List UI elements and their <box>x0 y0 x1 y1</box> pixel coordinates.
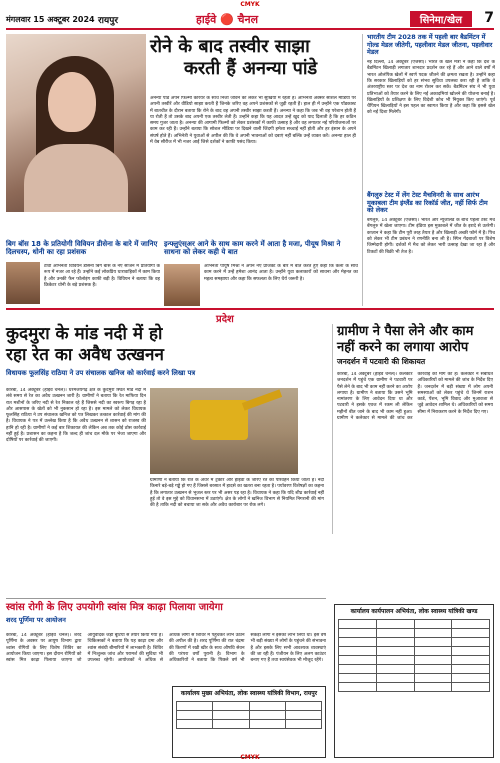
page-number: 7 <box>484 10 494 26</box>
lead-photo-actress <box>6 34 146 212</box>
lead-headline <box>150 36 356 84</box>
kudmura-headline-line2: रहा रेत का अवैध उत्खनन <box>6 345 164 365</box>
lead-story-body: अनन्या पांडे अपने फिल्मी करियर के साथ निजी जीवन को लेकर भी सुर्खियों में रहती हैं। अभिनेत्री अक्सर सोशल मीडिया पर अपनी तस्वीरें और वीडियो साझा करती हैं जिनके जरिए वह अपने प्रशंसकों से जुड़ी रहती हैं। हाल ही में उन्होंने एक पॉडकास्ट में बातचीत के दौरान बताया कि रोने के बाद वह अपनी तस्वीर साझा करती हैं। अनन्या ने कहा कि जब भी वह परेशान होती हैं या रोती हैं तो उसके बाद अपनी एक तस्वीर लेती हैं। उन्होंने कहा कि यह आदत उन्हें खुद को याद दिलाती है कि हर कठिन समय गुजर जाता है। अनन्या की आगामी फिल्मों को लेकर प्रशंसकों में काफी उत्साह है और वह लगातार नई परियोजनाओं पर काम कर रही हैं। उन्होंने बताया कि सोशल मीडिया पर दिखने वाली जिंदगी हमेशा सच्चाई नहीं होती और हर इंसान के अपने संघर्ष होते हैं। अभिनेत्री ने युवाओं से अपील की कि वे अपनी भावनाओं को दबाएं नहीं बल्कि उन्हें व्यक्त करें। अनन्या हाल ही में वेब सीरीज में भी नजर आईं जिसे दर्शकों ने काफी पसंद किया। <box>150 96 356 146</box>
excavator-photo <box>150 388 298 474</box>
swans-body: कोरबा, 14 अक्टूबर (हाईवे चैनल)। शरद पूर्णिमा के अवसर पर आयुष विभाग द्वारा श्वांस रोगियों के लिए विशेष शिविर का आयोजन किया जाएगा। इस दौरान रोगियों को स्वांस मित्र काढ़ा पिलाया जाएगा जो आयुर्वेदिक जड़ी बूटियों से तैयार किया गया है। चिकित्सकों ने बताया कि यह काढ़ा दमा और श्वांस संबंधी बीमारियों में लाभकारी है। शिविर में निःशुल्क जांच और परामर्श की सुविधा भी उपलब्ध रहेगी। आयोजकों ने अधिक से अधिक लोगों से शिविर में पहुंचकर लाभ उठाने की अपील की है। शरद पूर्णिमा की रात चंद्रमा की किरणों में रखी खीर के साथ औषधि सेवन की परंपरा वर्षों पुरानी है। विभाग के अधिकारियों ने बताया कि पिछले वर्ष भी सैकड़ों लोगों ने इसका लाभ लिया था। इस वर्ष भी बड़ी संख्या में लोगों के पहुंचने की संभावना है और इसके लिए सभी आवश्यक व्यवस्थाएं की जा रही हैं। पंजीयन के लिए अलग काउंटर बनाए गए हैं तथा स्वयंसेवक भी मौजूद रहेंगे। <box>6 633 326 664</box>
gramin-headline-line2: नहीं करने का लगाया आरोप <box>337 340 469 355</box>
notice2-title: कार्यालय कार्यपालन अभियंता, लोक स्वास्थ्य यांत्रिकी खण्ड <box>350 608 478 615</box>
gramin-body: कोरबा, 14 अक्टूबर (हाईवे चैनल)। कलेक्टर जनदर्शन में पहुंचे एक ग्रामीण ने पटवारी पर पैसे लेने के बाद भी काम नहीं करने का आरोप लगाया है। ग्रामीण ने बताया कि उसने भूमि नामांतरण के लिए आवेदन दिया था और पटवारी ने इसके एवज में रकम ली लेकिन महीनों बीत जाने के बाद भी काम नहीं हुआ। ग्रामीण ने कलेक्टर से मामले की जांच कर कार्रवाई की मांग की है। कलेक्टर ने संबंधित अधिकारियों को मामले की जांच के निर्देश दिए हैं। जनदर्शन में बड़ी संख्या में लोग अपनी समस्याओं को लेकर पहुंचे थे जिनमें राशन कार्ड, पेंशन, भूमि विवाद और मुआवजा से जुड़े आवेदन शामिल थे। अधिकारियों को समय सीमा में निराकरण करने के निर्देश दिए गए। <box>337 372 493 422</box>
print-marker-bottom: CMYK <box>240 754 260 761</box>
gramin-headline-line1: ग्रामीण ने पैसा लेने और काम <box>337 324 474 339</box>
bigboss-photo <box>6 262 40 304</box>
gramin-story <box>332 324 494 534</box>
right-story2-title: बैंगलुरु टेस्ट में लेंग टेस्ट मैचविनरी के साथ आरंभ मुकाबला टीम इंग्लैंड का रिकॉर्ड जीत, नहीं सिर्फ टीम को लेकर <box>367 191 488 215</box>
swans-subhead: शरद पूर्णिमा पर आयोजन <box>6 616 66 624</box>
kudmura-subhead: विधायक फूलसिंह राठिया ने उप संचालक खनिज को कार्रवाई करने लिखा पत्र <box>6 369 196 377</box>
print-marker-top: CMYK <box>240 1 260 8</box>
gramin-subhead: जनदर्शन में पटवारी की शिकायत <box>337 357 426 366</box>
swans-headline: स्वांस रोगी के लिए उपयोगी स्वांस मित्र काढ़ा पिलाया जायेगा <box>6 602 223 613</box>
brand-logo: हाईवे 🔴 चैनल <box>196 13 259 26</box>
bigboss-title: बिग बॉस 18 के प्रतियोगी विवियन डीसेना के बारे में जानिए दिलचस्प, धोनी का रहा प्रशंसक <box>6 240 158 257</box>
piyush-title: इन्फ्लुएंस्अर आने के साथ काम करने में आता है मजा, पीयूष मिश्रा ने साधना को लेकर कही ये बात <box>164 240 341 257</box>
tender-notice-1 <box>172 686 326 758</box>
masthead <box>6 10 494 30</box>
piyush-photo <box>164 264 200 306</box>
kudmura-headline-line1: कुदमुरा के मांड नदी में हो <box>6 324 163 344</box>
kudmura-story <box>6 324 326 594</box>
section-band-label: प्रदेश <box>206 311 244 325</box>
right-story1-body: नई दिल्ली, 14 अक्टूबर (एजेंसी)। भारत के खेल मंत्री ने कहा कि देश के बैडमिंटन खिलाड़ी लगातार शानदार प्रदर्शन कर रहे हैं और आने वाले वर्षों में भारत ओलंपिक खेलों में स्वर्ण पदक जीतने की क्षमता रखता है। उन्होंने कहा कि सरकार खिलाड़ियों को हर संभव सुविधा उपलब्ध करा रही है ताकि वे अंतरराष्ट्रीय स्तर पर देश का नाम रोशन कर सकें। बैडमिंटन संघ ने भी युवा प्रतिभाओं को तैयार करने के लिए नई अकादमियां खोलने की योजना बनाई है। खिलाड़ियों के प्रशिक्षण के लिए विदेशी कोच भी नियुक्त किए जाएंगे। पूर्व चैंपियन खिलाड़ियों ने इस पहल का स्वागत किया है और कहा कि इससे खेल को नई दिशा मिलेगी। <box>367 60 495 116</box>
piyush-mishra-story <box>164 240 358 306</box>
notice1-title: कार्यालय मुख्य अभियंता, लोक स्वास्थ्य यांत्रिकी विभाग, रायपुर <box>180 690 318 697</box>
notice2-table <box>338 619 490 692</box>
bigboss-body: टीवी अभिनेता विवियन डीसेना बिग बॉस के नए सीजन में प्रतियोगी के रूप में नजर आ रहे हैं। उन्होंने कई लोकप्रिय धारावाहिकों में काम किया है और उनकी फैन फॉलोइंग काफी बड़ी है। विवियन ने बताया कि वह क्रिकेटर धोनी के बड़े प्रशंसक हैं। <box>44 264 160 288</box>
kudmura-body-col1: कोरबा, 14 अक्टूबर (हाईवे चैनल)। धरमजयगढ़ क्षेत्र के कुदमुरा स्थित मांड नदी में लंबे समय से रेत का अवैध उत्खनन जारी है। ग्रामीणों ने बताया कि रेत माफिया दिन रात मशीनों के जरिए नदी से रेत निकाल रहे हैं जिससे नदी का स्वरूप बिगड़ रहा है और आसपास के खेतों को भी नुकसान हो रहा है। इस मामले को लेकर विधायक फूलसिंह राठिया ने उप संचालक खनिज को पत्र लिखकर तत्काल कार्रवाई की मांग की है। विधायक ने पत्र में उल्लेख किया है कि अवैध उत्खनन से शासन को राजस्व की हानि हो रही है। ग्रामीणों ने कई बार शिकायत की लेकिन अब तक कोई ठोस कार्रवाई नहीं हुई है। प्रशासन का कहना है कि जल्द ही जांच दल मौके पर भेजा जाएगा और दोषियों पर कार्रवाई की जाएगी। <box>6 388 146 444</box>
notice1-table <box>176 701 322 729</box>
piyush-body: अभिनेता पीयूष मिश्रा ने अपने नए प्रोजेक्ट के बारे में बात करते हुए कहा कि कला के साथ काम करने में उन्हें हमेशा आनंद आता है। उन्होंने युवा कलाकारों को साधना और मेहनत का महत्व समझाया और कहा कि सफलता के लिए धैर्य जरूरी है। <box>204 264 358 282</box>
issue-date: मंगलवार 15 अक्टूबर 2024 <box>6 15 95 24</box>
edition-city: रायपुर <box>98 16 119 26</box>
kudmura-body-col2: ग्रामीणों ने बताया कि रात के अंधेरे में ट्रैक्टर और हाईवा के जरिए रेत का परिवहन किया जाता है। नदी किनारे बड़े-बड़े गड्ढे हो गए हैं जिससे बरसात में हादसे का खतरा बना रहता है। पर्यावरण विशेषज्ञों का कहना है कि लगातार उत्खनन से भूजल स्तर पर भी असर पड़ रहा है। विधायक ने कहा कि यदि शीघ्र कार्रवाई नहीं हुई तो वे इस मुद्दे को विधानसभा में उठाएंगे। क्षेत्र के लोगों ने खनिज विभाग से नियमित निगरानी की मांग की है ताकि नदी को बचाया जा सके और अवैध कारोबार पर रोक लगे। <box>150 478 324 509</box>
bigboss-story <box>6 240 160 306</box>
section-band <box>6 308 494 325</box>
tender-notice-2 <box>334 604 494 758</box>
lead-headline-line1: रोने के बाद तस्वीर साझा <box>150 36 310 57</box>
section-label: सिनेमा/खेल <box>410 11 472 27</box>
lead-headline-line2: करती हैं अनन्या पांडे <box>184 58 318 79</box>
right-story1-title: भारतीय टीम 2028 तक में पहली बार बैडमिंटन में गोल्ड मेडल जीतेगी, पहलीवार मेडल जीतना, पहलीवार मेडल <box>367 33 493 57</box>
right-story2-body: बेंगलुरु, 14 अक्टूबर (एजेंसी)। भारत और न्यूजीलैंड के बीच पहला टेस्ट मैच बेंगलुरु में खेला जाएगा। टीम इंडिया इस मुकाबले में जीत के इरादे से उतरेगी। कप्तान ने कहा कि टीम पूरी तरह तैयार है और खिलाड़ी अच्छी फॉर्म में हैं। पिच को लेकर भी टीम प्रबंधन ने रणनीति बना ली है। स्पिन गेंदबाजों पर विशेष जिम्मेदारी होगी। दर्शकों में मैच को लेकर भारी उत्साह देखा जा रहा है और टिकटों की बिक्री भी तेज है। <box>367 218 495 255</box>
right-column <box>362 34 494 306</box>
